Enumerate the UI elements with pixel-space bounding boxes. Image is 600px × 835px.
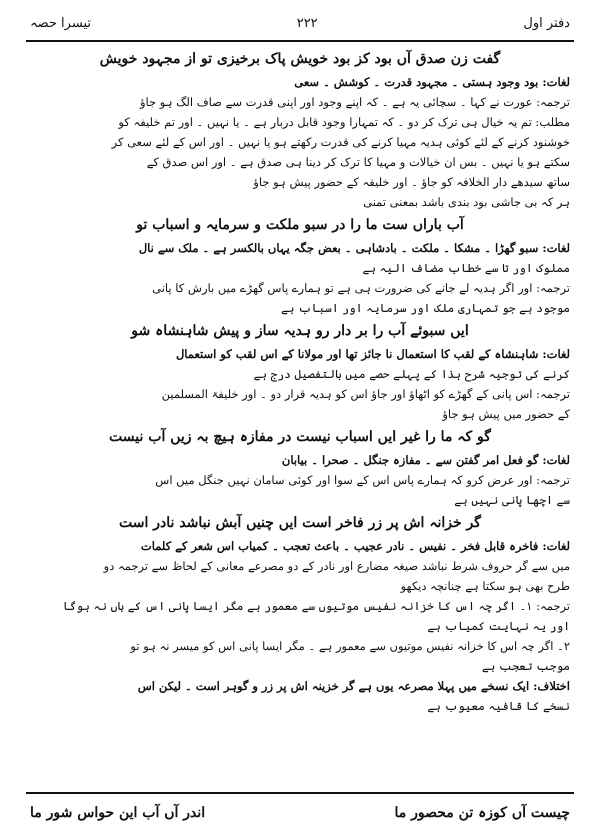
text-line: لغات: فاخرہ قابل فخر ۔ نفیس ۔ نادر عجیب ۔ باعث تعجب ۔ کمیاب اس شعر کے کلمات — [140, 539, 570, 553]
text-line: ترجمہ: اور عرض کرو کہ ہمارے پاس اس کے سوا اور کوئی سامان نہیں جنگل میں اس — [155, 473, 570, 487]
text-line: اختلاف: ایک نسخے میں پہلا مصرعہ یوں ہے گر خزینہ اش پر زر و گوہر است ۔ لیکن اس — [137, 679, 570, 693]
text-line: خوشنود کرنے کے لئے کوئی ہدیہ مہیا کرنے کی قدرت رکھتے ہو یا نہیں ۔ اور اس کے لئے سعی کر — [111, 135, 570, 149]
catchword-verse — [30, 798, 570, 828]
header-section-title: تیسرا حصہ — [30, 15, 91, 31]
text-line: ترجمہ: اس پانی کے گھڑے کو اٹھاؤ اور جاؤ اس کو ہدیہ قرار دو ۔ اور خلیفۃ المسلمین — [161, 387, 570, 401]
text-line: لغات: سبو گھڑا ۔ مشکا ۔ ملکت ۔ بادشاہی ۔ بعض جگہ یہاں بالکسر ہے ۔ ملک سے نال — [138, 241, 570, 255]
page-header — [30, 8, 570, 38]
text-line: نسخے کا قافیہ معیوب ہے — [427, 699, 570, 713]
text-line: ساتھ سیدھے دار الخلافہ کو جاؤ ۔ اور خلیفہ کے حضور پیش ہو جاؤ — [253, 175, 570, 189]
text-line: سے اچھا پانی نہیں ہے — [454, 493, 570, 507]
footer-rule — [26, 792, 574, 794]
verse-line: گفت زن صدق آں بود کز بود خویش پاک برخیزی تو از مجہود خویش — [99, 51, 501, 67]
text-line: میں سے گر حروف شرط نباشد صیغہ مضارع اور نادر کے دو مصرعے معانی کے لحاظ سے ترجمہ دو — [103, 559, 570, 573]
page-body — [30, 46, 570, 789]
text-line: کرنے کی توجیہ شرح ہذا کے پہلے حصے میں بالتفصیل درج ہے — [253, 367, 570, 381]
text-line: مملوک اور تا سے خطاب مضاف الیہ ہے — [362, 261, 570, 275]
text-line: ۲۔ اگر چہ اس کا خزانہ نفیس موتیوں سے معمور ہے ۔ مگر ایسا پانی اس کو میسر نہ ہو تو — [130, 639, 570, 653]
text-line: مطلب: تم یہ خیال ہی ترک کر دو ۔ کہ تمہارا وجود قابل دربار ہے ۔ یا نہیں ۔ اور تم خلیفہ کو — [118, 115, 570, 129]
text-line: کے حضور میں پیش ہو جاؤ — [442, 407, 570, 421]
text-line: ترجمہ: عورت نے کہا ۔ سچائی یہ ہے ۔ کہ اپنے وجود اور اپنی قدرت سے صاف الگ ہو جاؤ — [139, 95, 570, 109]
text-line: موجود ہے جو تمہاری ملک اور سرمایہ اور اسباب ہے — [281, 301, 570, 315]
header-rule — [26, 40, 574, 42]
verse-line: آب باراں ست ما را در سبو ملکت و سرمایہ و اسباب تو — [136, 217, 464, 233]
text-line: لغات: شاہنشاہ کے لقب کا استعمال نا جائز تھا اور مولانا کے اس لقب کو استعمال — [175, 347, 570, 361]
text-line: ترجمہ: اور اگر ہدیہ لے جانے کی ضرورت ہی ہے تو ہمارے پاس گھڑے میں بارش کا پانی — [152, 281, 570, 295]
text-line: سکتے ہو یا نہیں ۔ بس ان خیالات و مہیا کا ترک کر دینا ہی صدق ہے ۔ اور اس صدق کے — [146, 155, 570, 169]
footer-verse-first-half: چیست آں کوزہ تن محصور ما — [394, 805, 570, 821]
page-number: ۲۲۲ — [296, 15, 318, 31]
verse-line: گر خزانہ اش پر زر فاخر است ایں چنیں آبش نباشد نادر است — [119, 515, 481, 531]
verse-line: گو کہ ما را غیر ایں اسباب نیست در مفازہ ہیچ بہ زیں آب نیست — [109, 429, 491, 445]
text-line: طرح بھی ہو سکتا ہے چنانچہ دیکھو — [400, 579, 570, 593]
text-line: اور یہ نہایت کمیاب ہے — [427, 619, 570, 633]
text-line: لغات: گو فعل امر گفتن سے ۔ مفازہ جنگل ۔ صحرا ۔ بیابان — [281, 453, 570, 467]
text-line: ہر کہ بی جاشی بود بندی باشد بمعنی تمنی — [363, 195, 570, 209]
footer-verse-second-half: اندر آں آب این حواس شور ما — [30, 805, 206, 821]
verse-line: ایں سبوئے آب را بر دار رو ہدیہ ساز و پیش شاہنشاہ شو — [131, 323, 469, 339]
text-line: موجب تعجب ہے — [481, 659, 570, 673]
text-line: لغات: بود وجود ہستی ۔ مجہود قدرت ۔ کوشش ۔ سعی — [294, 75, 570, 89]
header-book-title: دفتر اول — [523, 15, 570, 31]
text-line: ترجمہ: ۱۔ اگر چہ اس کا خزانہ نفیس موتیوں سے معمور ہے مگر ایسا پانی اس کے ہاں نہ ہوگا — [62, 599, 570, 613]
